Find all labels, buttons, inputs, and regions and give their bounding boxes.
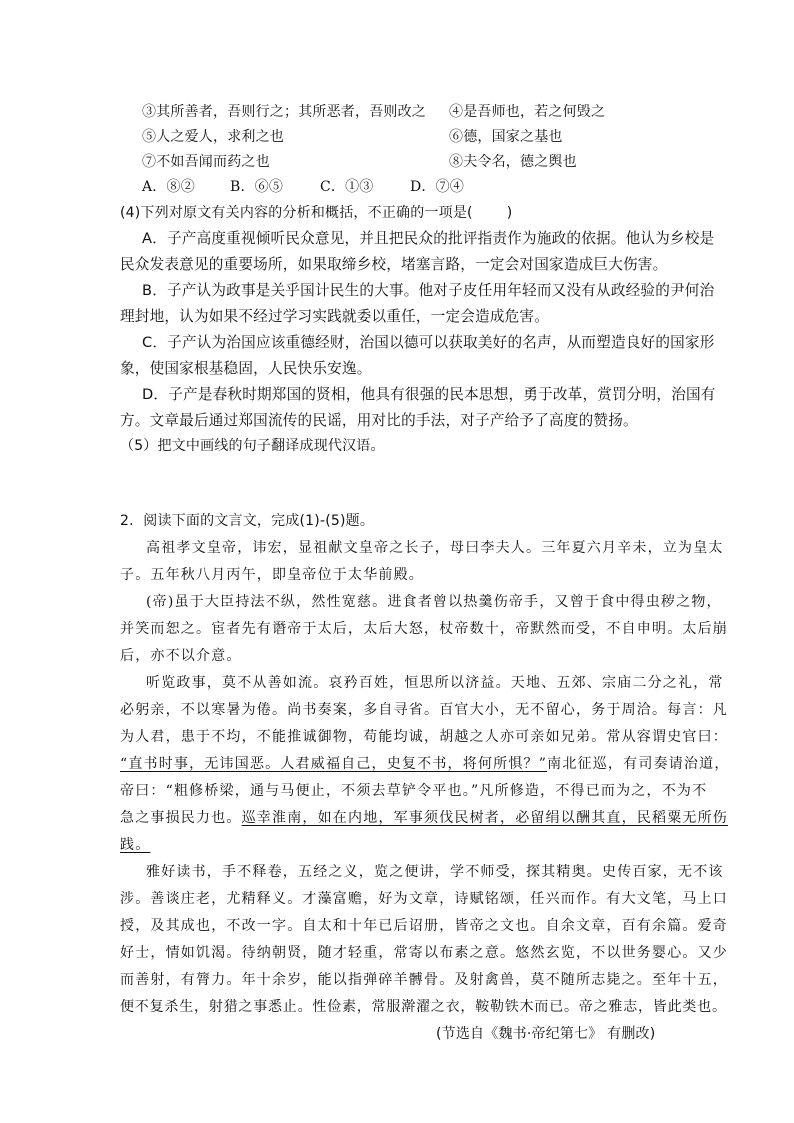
q4-option-a-line1: A．子产高度重视倾听民众意见，并且把民众的批评指责作为施政的依据。他认为乡校是: [142, 230, 715, 247]
choice-a: A．⑧②: [142, 179, 195, 195]
q5-stem: （5）把文中画线的句子翻译成现代汉语。: [120, 438, 385, 454]
choice-c: C．①③: [320, 179, 374, 195]
passage-line: 后，亦不以介意。: [120, 648, 242, 664]
q4-option-b-line2: 理封地，认为如果不经过学习实践就委以重任，一定会造成危害。: [120, 308, 550, 325]
passage-line: 雅好读书，手不释卷，五经之义，览之便讲，学不师受，探其精奥。史传百家，无不该: [146, 864, 724, 880]
passage-text: 急之事损民力也。: [120, 810, 242, 826]
passage-line: 为人君，患于不均，不能推诚御物，苟能均诚，胡越之人亦可亲如兄弟。常从容谓史官曰：: [120, 729, 728, 745]
q4-stem-close: ): [506, 205, 513, 221]
passage-line: 必躬亲，不以寒暑为倦。尚书奏案，多自寻省。百官大小，无不留心，务于周洽。每言：凡: [120, 702, 728, 718]
q4-option-c-line2: 象，使国家根基稳固，人民快乐安逸。: [120, 360, 372, 377]
passage-line: [120, 755, 730, 773]
q4-option-c-line1: C．子产认为治国应该重德经财，治国以德可以获取美好的名声，从而塑造良好的国家形: [142, 334, 715, 351]
option-4: ④是吾师也，若之何毁之: [449, 104, 606, 120]
underlined-sentence: 巡幸淮南，如在内地，军事须伐民树者，必留绢以酬其直，民稻粟无所伤: [241, 810, 729, 826]
q4-stem-text: (4)下列对原文有关内容的分析和概括，不正确的一项是(: [120, 205, 473, 221]
choice-b: B．⑥⑤: [230, 179, 284, 195]
passage-text: 南北征巡，有司奏请治道，: [547, 756, 730, 772]
passage-line: 听览政事，莫不从善如流。哀矜百姓，恒思所以济益。天地、五郊、宗庙二分之礼，常: [146, 675, 724, 691]
passage-line: 帝曰：“粗修桥梁，通与马便止，不须去草铲令平也。”凡所修造，不得已而为之，不为不: [120, 783, 708, 799]
option-8: ⑧夫令名，德之舆也: [449, 154, 577, 170]
passage-line: 高祖孝文皇帝，讳宏，显祖献文皇帝之长子，母曰李夫人。三年夏六月辛未，立为皇太: [146, 540, 724, 556]
passage-line: 便不复杀生，射猎之事悉止。性俭素，常服澣濯之衣，鞍勒铁木而已。帝之雅志，皆此类也。: [120, 999, 727, 1015]
q4-stem: [120, 204, 512, 222]
q4-option-d-line1: D．子产是春秋时期郑国的贤相，他具有很强的民本思想，勇于改革，赏罚分明，治国有: [142, 386, 716, 403]
choice-d: D．⑦④: [410, 179, 465, 195]
passage-line: (帝)虽于大臣持法不纵，然性宽慈。进食者曾以热羹伤帝手，又曾于食中得虫秽之物，: [146, 594, 722, 610]
q4-option-b-line1: B．子产认为政事是关乎国计民生的大事。他对子皮任用年轻而又没有从政经验的尹何治: [142, 282, 715, 299]
passage-line: 而善射，有膂力。年十余岁，能以指弹碎羊髆骨。及射禽兽，莫不随所志毙之。至年十五，: [120, 972, 728, 988]
passage-line: 子。五年秋八月丙午，即皇帝位于太华前殿。: [120, 567, 424, 583]
option-7: ⑦不如吾闻而药之也: [142, 154, 270, 170]
underlined-sentence: “直书时事，无讳国恶。人君威福自己，史复不书，将何所惧？”: [120, 756, 548, 772]
passage-line: [120, 809, 728, 827]
option-6: ⑥德，国家之基也: [449, 129, 563, 145]
q4-option-a-line2: 民众发表意见的重要场所，如果取缔乡校，堵塞言路，一定会对国家造成巨大伤害。: [120, 256, 668, 273]
passage-line: 并笑而恕之。宦者先有谮帝于太后，太后大怒，杖帝数十，帝默然而受，不自申明。太后崩: [120, 621, 728, 637]
passage-line: [120, 836, 150, 854]
source-citation: (节选自《魏书·帝纪第七》 有删改): [436, 1026, 656, 1042]
option-5: ⑤人之爱人，求利之也: [142, 129, 284, 145]
underlined-sentence: 践。: [120, 837, 151, 853]
q4-option-d-line2: 方。文章最后通过郑国流传的民谣，用对比的手法，对子产给予了高度的赞扬。: [120, 412, 638, 429]
option-3: ③其所善者，吾则行之；其所恶者，吾则改之: [142, 104, 426, 120]
section-2-heading: 2．阅读下面的文言文，完成(1)-(5)题。: [120, 513, 375, 529]
passage-line: 好士，情如饥渴。待纳朝贤，随才轻重，常寄以布素之意。悠然玄览，不以世务婴心。又少: [120, 945, 728, 961]
passage-line: 涉。善谈庄老，尤精释义。才藻富赡，好为文章，诗赋铭颂，任兴而作。有大文笔，马上口: [120, 891, 728, 907]
passage-line: 授，及其成也，不改一字。自太和十年已后诏册，皆帝之文也。自余文章，百有余篇。爱奇: [120, 918, 728, 934]
